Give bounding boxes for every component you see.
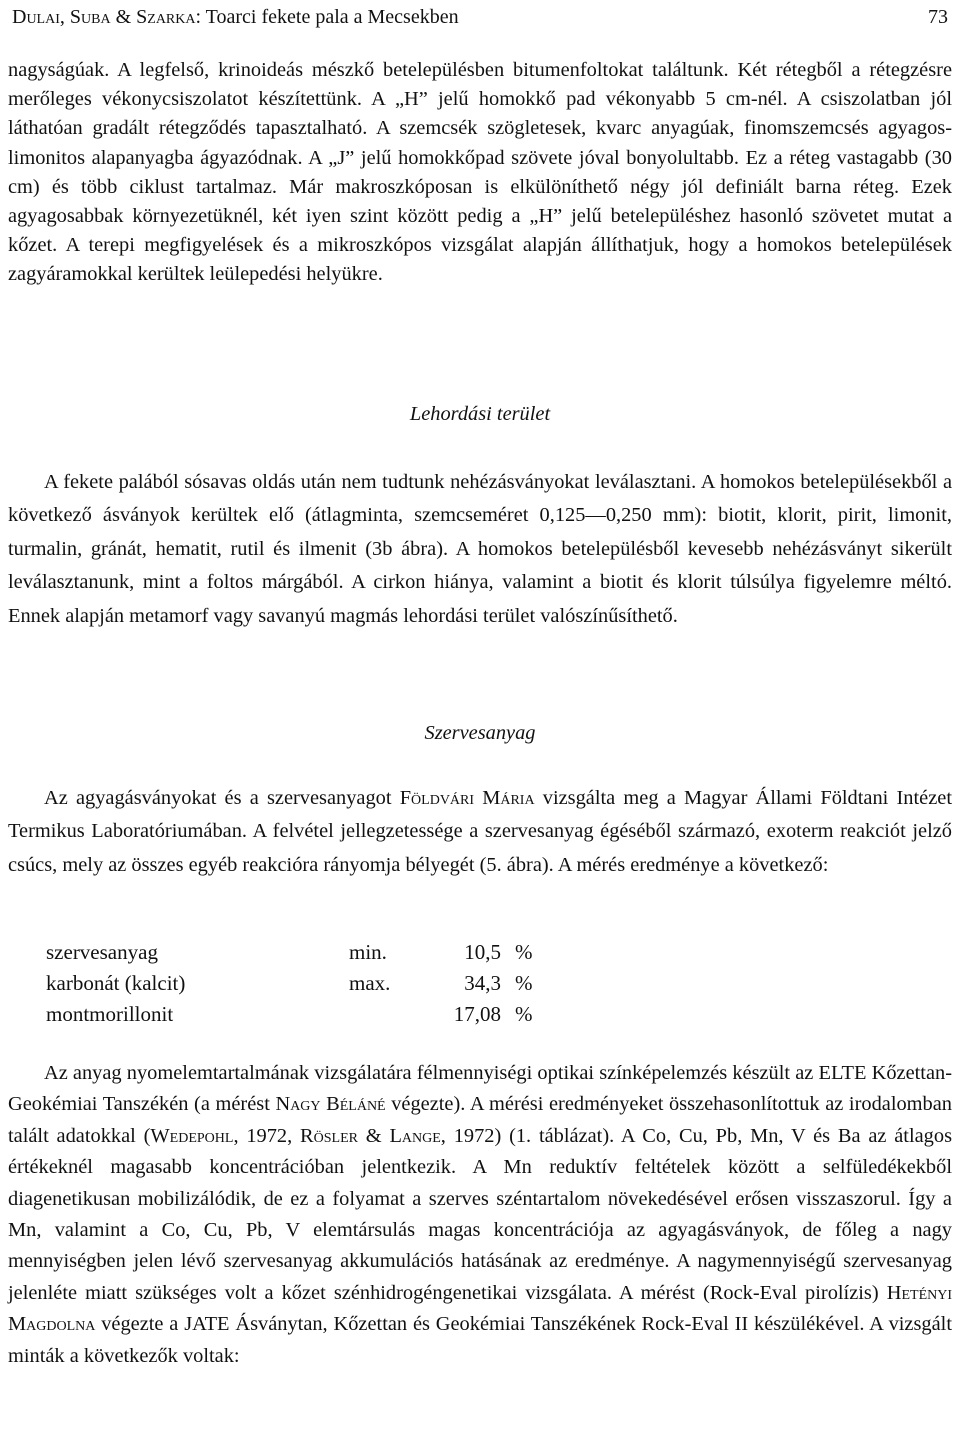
heading-szervesanyag: Szervesanyag xyxy=(424,722,536,744)
table-row xyxy=(46,999,545,1030)
paragraph-sandstone-layers: nagyságúak. A legfelső, krinoideás mészkő betelepülésben bitumenfoltokat találtunk. Két rétegből a rétegzésre merőleges vékonycsiszolatot készítettünk. A „H” jelű homokkő pad vékonyabb 5 cm-nél. A csiszolatban jól láthatóan gradált rétegződés tapasztalható. A szemcsék szögletesek, kvarc anyagúak, finomszemcsés agyagos-limonitos alapanyagba ágyazódnak. A „J” jelű homokkőpad szövete jóval bonyolultabb. Ez a réteg vastagabb (30 cm) és több ciklust tartalmaz. Már makroszkóposan is elkülöníthető négy jól definiált barna réteg. Ezek agyagosabbak környezetüknél, két iyen szint között pedig a „H” jelű betelepüléshez hasonló szövetet mutat a kőzet. A terepi megfigyelések és a mikroszkópos vizsgálat alapján állíthatjuk, hogy a homokos betelepülések zagyáramokkal kerültek leülepedési helyükre. xyxy=(8,59,952,286)
section-trace-elements xyxy=(8,1058,952,1372)
result-qualifier: min. xyxy=(349,940,387,964)
person-name: Nagy Béláné xyxy=(275,1093,386,1116)
author-dulai: Dulai xyxy=(12,6,60,28)
result-unit: % xyxy=(515,1002,533,1026)
paragraph-trace-elements xyxy=(8,1058,952,1372)
table-row xyxy=(46,937,545,968)
author-szarka: Szarka xyxy=(136,6,196,28)
table-row xyxy=(46,968,545,999)
person-name: Hetényi Magdolna xyxy=(8,1281,952,1336)
heading-lehordasi-terulet: Lehordási terület xyxy=(409,403,551,425)
result-value: 17,08 xyxy=(453,1002,501,1026)
result-name: karbonát (kalcit) xyxy=(46,971,186,995)
text-fragment: végezte). A mérési eredményeket összehasonlítottuk az irodalomban talált adatokkal ( xyxy=(8,1093,952,1147)
text-fragment: Az anyag nyomelemtartalmának vizsgálatára félmennyiségi optikai színképelemzés készült az ELTE Kőzettan-Geokémiai Tanszékén (a mérést xyxy=(8,1062,952,1116)
result-value: 10,5 xyxy=(464,940,501,964)
result-qualifier: max. xyxy=(349,971,391,995)
result-name: szervesanyag xyxy=(46,940,158,964)
text-fragment: Az agyagásványokat és a szervesanyagot xyxy=(44,787,400,809)
result-value: 34,3 xyxy=(464,971,501,995)
result-unit: % xyxy=(515,940,533,964)
cited-author: Wedepohl xyxy=(150,1124,234,1147)
measurement-results-table xyxy=(46,937,545,1030)
text-fragment: & xyxy=(357,1124,390,1147)
text-fragment: vizsgálta meg a Magyar Állami Földtani Intézet Termikus Laboratóriumában. A felvétel jellegzetessége a szervesanyag égéséből származó, exoterm reakciót jelző csúcs, mely az összes egyéb reakcióra rányomja bélyegét (5. ábra). A mérés eredménye a következő: xyxy=(8,787,952,876)
cited-author: Lange xyxy=(389,1124,441,1147)
section-provenance xyxy=(8,466,952,633)
cited-author: Rösler xyxy=(300,1124,358,1147)
author-ampersand: & xyxy=(110,6,137,28)
paragraph-provenance: A fekete palából sósavas oldás után nem tudtunk nehézásványokat leválasztani. A homokos betelepülésekből a következő ásványok kerültek elő (átlagminta, szemcseméret 0,125—0,250 mm): biotit, klorit, pirit, limonit, turmalin, gránát, hematit, rutil és ilmenit (3b ábra). A homokos betelepülésből kevesebb nehézásványt sikerült leválasztanunk, mint a foltos márgából. A cirkon hiánya, valamint a biotit és klorit túlsúlya figyelemre méltó. Ennek alapján metamorf vagy savanyú magmás lehordási terület valószínűsíthető. xyxy=(8,471,952,627)
result-unit: % xyxy=(515,971,533,995)
result-name: montmorillonit xyxy=(46,1002,174,1026)
page-number: 73 xyxy=(928,6,948,28)
person-name: Földvári Mária xyxy=(399,787,535,809)
text-fragment: végezte a JATE Ásványtan, Kőzettan és Geokémiai Tanszékének Rock-Eval II készülékével. A vizsgált minták a következők voltak: xyxy=(8,1313,952,1367)
section-organic-intro xyxy=(8,782,952,882)
author-suba: Suba xyxy=(69,6,111,28)
text-fragment: , 1972) (1. táblázat). A Co, Cu, Pb, Mn, V és Ba az átlagos értékeknél magasabb koncentrációban jelentkezik. A Mn reduktív feltételek között a selfüledékekből diagenetikusan mobilizálódik, de ez a folyamat a szerves széntartalom növekedésével erősen visszaszorul. Így a Mn, valamint a Co, Cu, Pb, V elemtársulás magas koncentrációja az agyagásványok, de főleg a nagy mennyiségben jelen lévő szervesanyag akkumulációs hatásának az eredménye. A nagymennyiségű szervesanyag jelenléte miatt szükséges volt a kőzet szénhidrogéngenetikai vizsgálata. A mérést (Rock-Eval pirolízis) xyxy=(8,1124,953,1304)
paragraph-thermal-analysis xyxy=(8,782,952,882)
text-fragment: , 1972, xyxy=(233,1124,301,1147)
section-sandstone xyxy=(8,56,952,290)
running-header xyxy=(12,2,948,32)
article-title: : Toarci fekete pala a Mecsekben xyxy=(195,6,459,28)
running-title: Dulai, Suba & Szarka: Toarci fekete pala a Mecsekben xyxy=(12,6,459,28)
result-qualifier xyxy=(349,999,425,1030)
